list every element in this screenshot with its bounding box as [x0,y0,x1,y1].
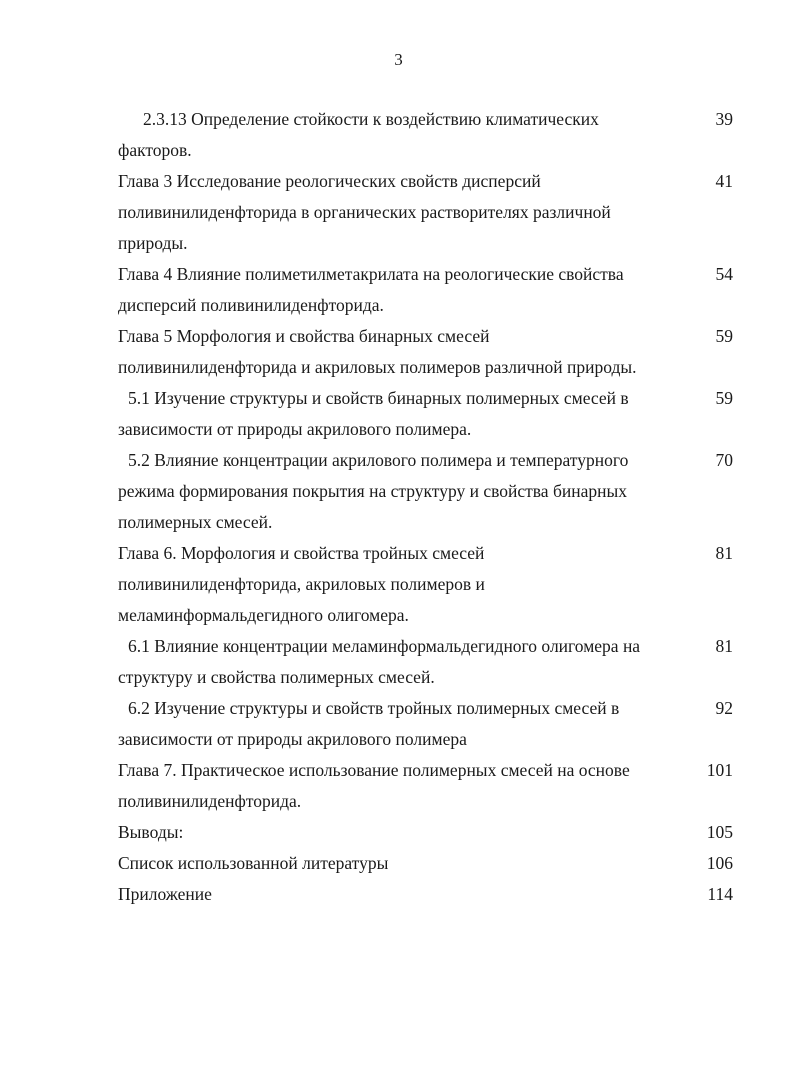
toc-entry-2-3-13 [0,104,797,166]
toc-entry-chapter-7 [0,755,797,817]
toc-entry-page: 59 [715,388,733,408]
toc-entry-page: 81 [715,543,733,563]
toc-entry-page: 41 [715,171,733,191]
page-number: 3 [394,50,403,69]
toc-entry-text: Глава 6. Морфология и свойства тройных смесей [118,543,485,563]
toc-entry-text: структуру и свойства полимерных смесей. [118,667,435,687]
toc-entry-text: Глава 4 Влияние полиметилметакрилата на реологические свойства [118,264,624,284]
toc-entry-conclusions [0,817,797,848]
toc-entry-text: режима формирования покрытия на структуру и свойства бинарных [118,481,627,501]
toc-entry-6-2 [0,693,797,755]
toc-entry-text: дисперсий поливинилиденфторида. [118,295,384,315]
toc-entry-text: поливинилиденфторида. [118,791,302,811]
toc-entry-page: 39 [715,109,733,129]
toc-entry-appendix [0,879,797,910]
toc-entry-text: 6.2 Изучение структуры и свойств тройных полимерных смесей в [128,698,620,718]
toc-entry-text: 6.1 Влияние концентрации меламинформальдегидного олигомера на [128,636,641,656]
toc-entry-text: Список использованной литературы [118,853,389,873]
toc-entry-5-1 [0,383,797,445]
toc-entry-page: 92 [715,698,733,718]
toc-entry-text: Приложение [118,884,212,904]
toc-entry-text: Выводы: [118,822,184,842]
toc-entry-chapter-5 [0,321,797,383]
toc-entry-text: природы. [118,233,188,253]
toc-entry-references [0,848,797,879]
toc-entry-text: Глава 5 Морфология и свойства бинарных смесей [118,326,490,346]
toc-entry-text: поливинилиденфторида и акриловых полимеров различной природы. [118,357,637,377]
table-of-contents [0,104,797,910]
toc-entry-text: зависимости от природы акрилового полимера [118,729,467,749]
toc-entry-page: 70 [715,450,733,470]
toc-entry-text: 5.1 Изучение структуры и свойств бинарных полимерных смесей в [128,388,629,408]
toc-entry-text: поливинилиденфторида в органических растворителях различной [118,202,611,222]
toc-entry-page: 114 [707,884,733,904]
toc-entry-text: Глава 7. Практическое использование полимерных смесей на основе [118,760,630,780]
toc-entry-text: 5.2 Влияние концентрации акрилового полимера и температурного [128,450,629,470]
toc-entry-text: полимерных смесей. [118,512,273,532]
toc-entry-text: зависимости от природы акрилового полимера. [118,419,472,439]
toc-entry-page: 54 [715,264,733,284]
toc-entry-6-1 [0,631,797,693]
toc-entry-page: 105 [706,822,733,842]
toc-entry-text: меламинформальдегидного олигомера. [118,605,409,625]
toc-entry-5-2 [0,445,797,538]
toc-entry-text: факторов. [118,140,192,160]
toc-entry-page: 101 [706,760,733,780]
toc-entry-chapter-6 [0,538,797,631]
toc-entry-chapter-4 [0,259,797,321]
toc-entry-page: 106 [706,853,733,873]
toc-entry-chapter-3 [0,166,797,259]
toc-entry-text: 2.3.13 Определение стойкости к воздействию климатических [143,109,599,129]
toc-entry-page: 59 [715,326,733,346]
toc-entry-page: 81 [715,636,733,656]
toc-entry-text: Глава 3 Исследование реологических свойств дисперсий [118,171,541,191]
toc-entry-text: поливинилиденфторида, акриловых полимеров и [118,574,485,594]
